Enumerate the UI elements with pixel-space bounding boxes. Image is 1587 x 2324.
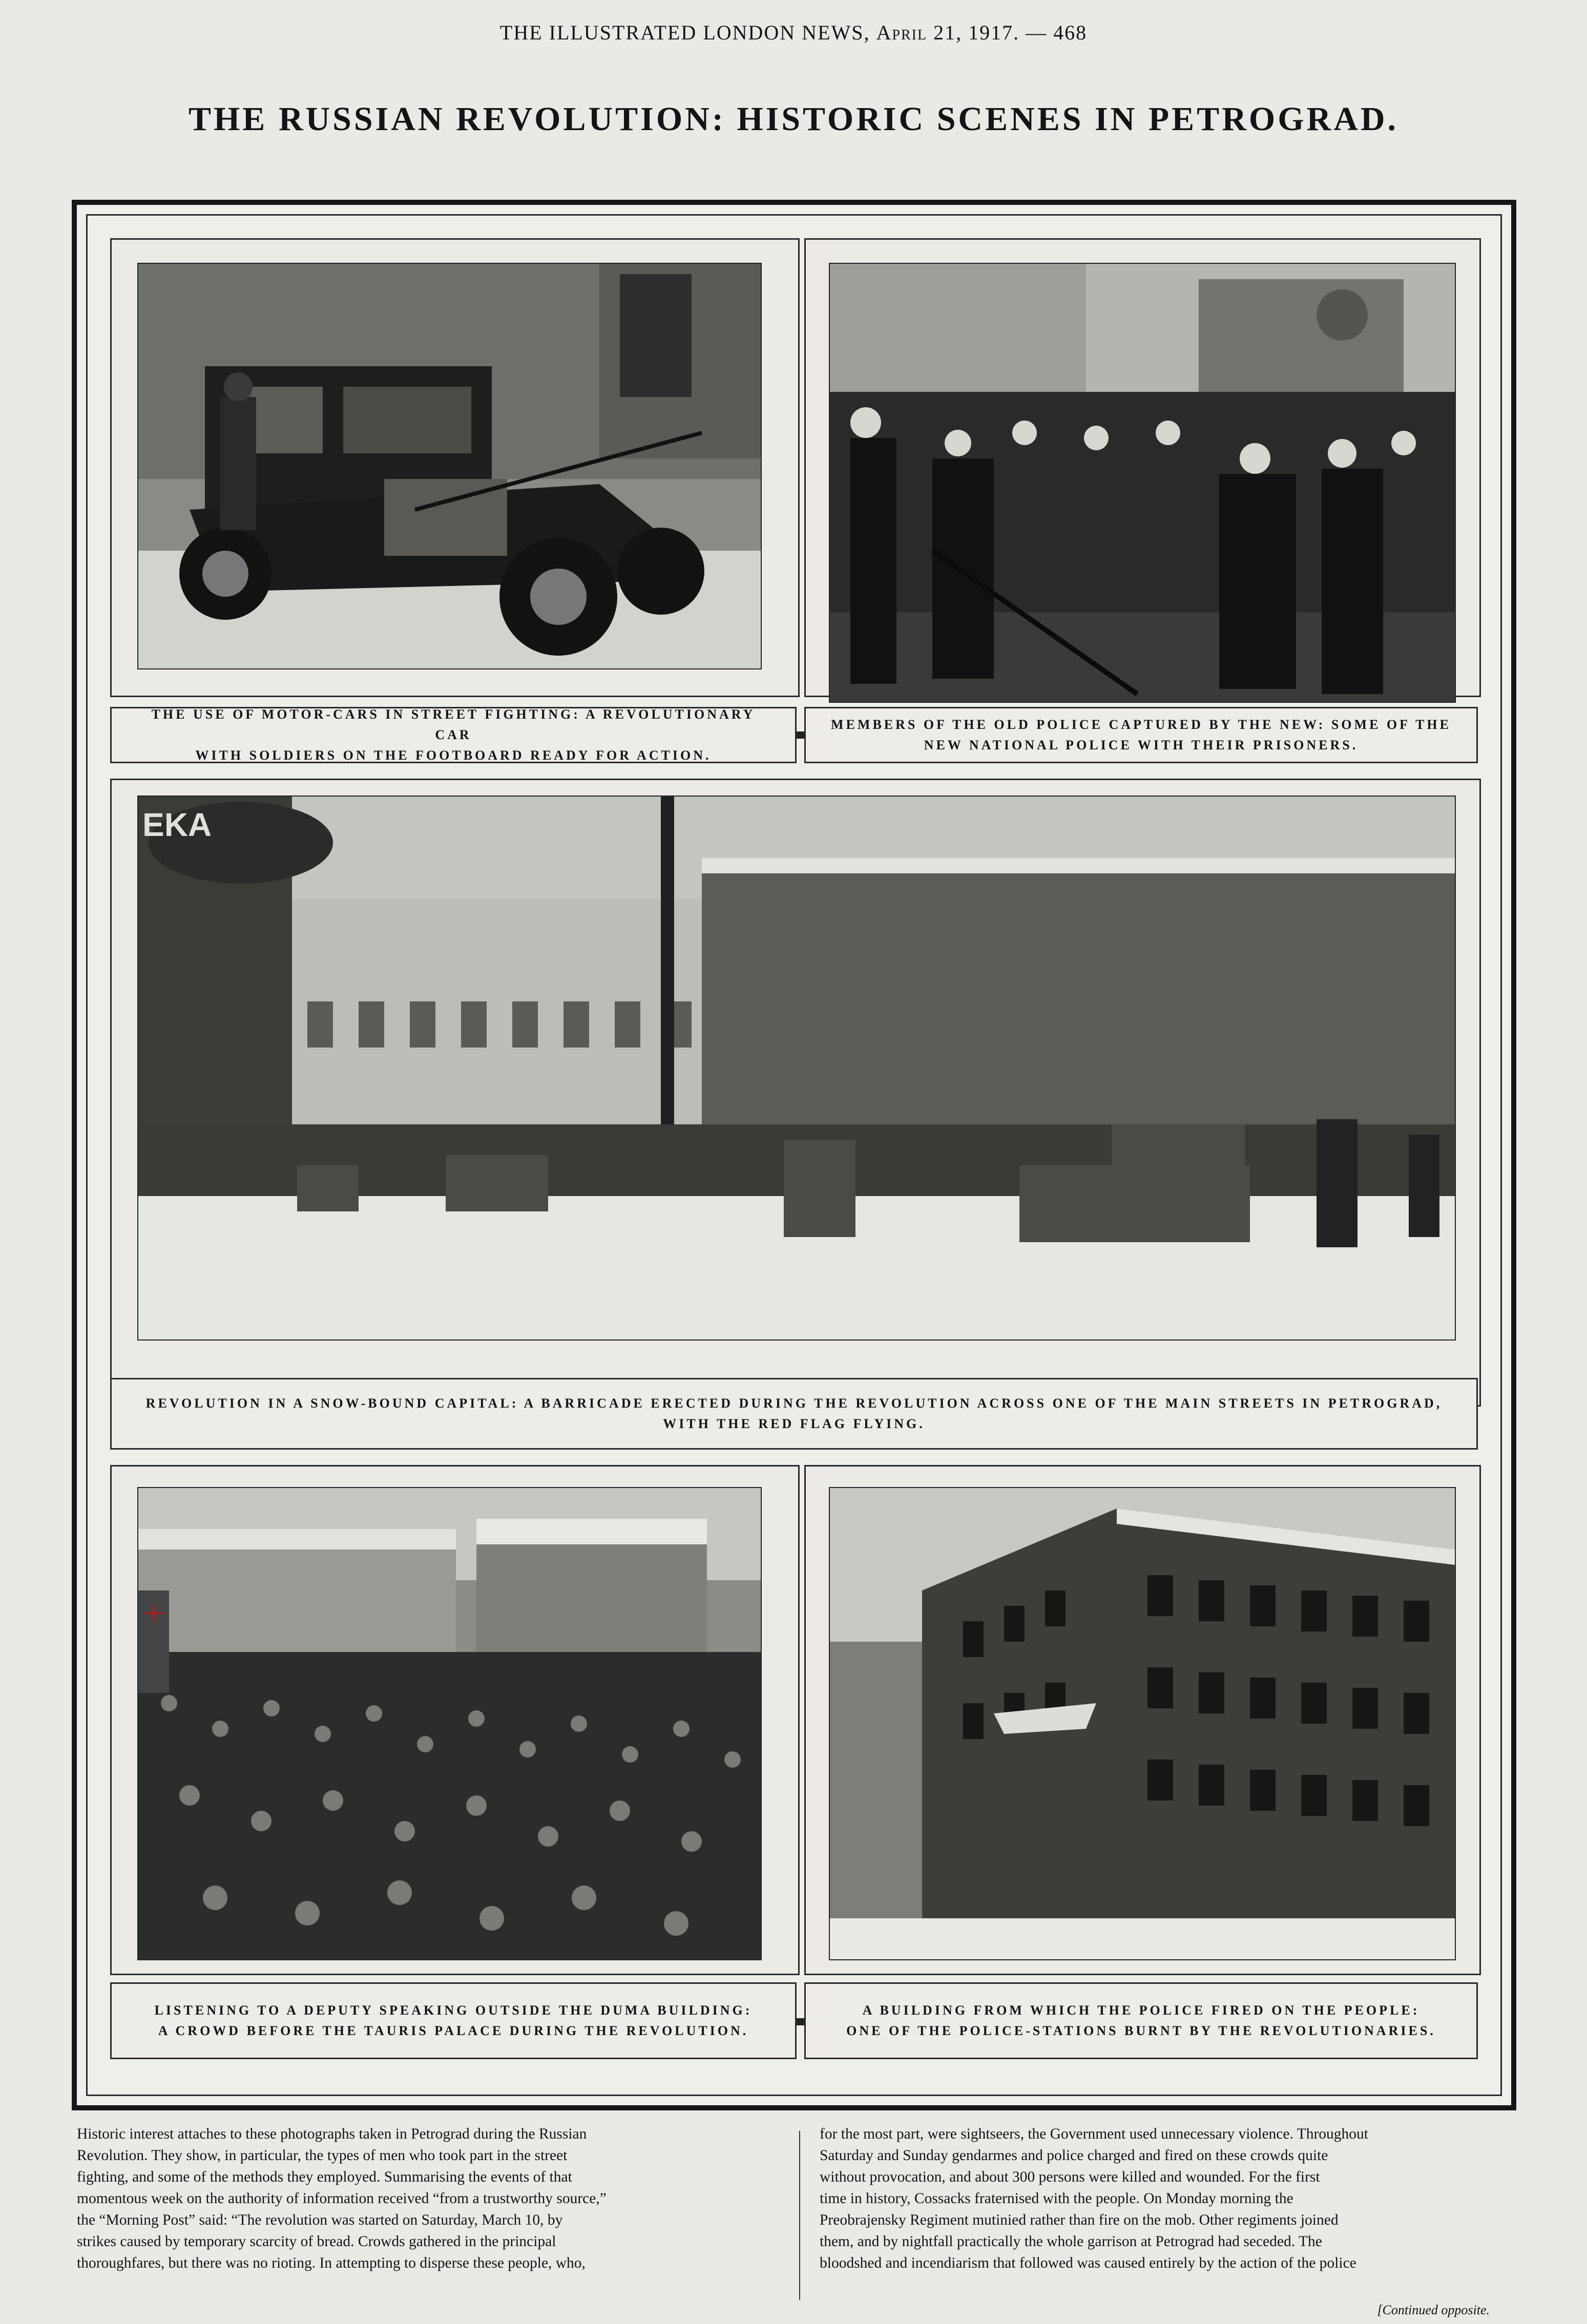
masthead-page: — 468	[1026, 21, 1088, 44]
caption-motor-car-line2: WITH SOLDIERS ON THE FOOTBOARD READY FOR ACTION.	[195, 748, 712, 763]
svg-text:+: +	[143, 1598, 165, 1627]
masthead-date: April 21, 1917.	[876, 21, 1020, 44]
caption-police-captured-line1: MEMBERS OF THE OLD POLICE CAPTURED BY THE NEW: SOME OF THE	[831, 717, 1451, 732]
article-line: momentous week on the authority of information received “from a trustworthy source,”	[77, 2190, 607, 2207]
article-column-2	[820, 2123, 1506, 2274]
shop-sign-text: EKA	[142, 806, 212, 843]
panel-duma-crowd	[110, 1465, 800, 1975]
caption-burnt-station-line1: A BUILDING FROM WHICH THE POLICE FIRED ON THE PEOPLE:	[862, 2003, 1420, 2018]
article-line: time in history, Cossacks fraternised with the people. On Monday morning the	[820, 2190, 1293, 2207]
masthead	[0, 20, 1587, 45]
caption-burnt-station-line2: ONE OF THE POLICE-STATIONS BURNT BY THE REVOLUTIONARIES.	[846, 2023, 1436, 2038]
article-line: for the most part, were sightseers, the Government used unnecessary violence. Throughout	[820, 2126, 1368, 2142]
article-line: strikes caused by temporary scarcity of bread. Crowds gathered in the principal	[77, 2233, 556, 2250]
caption-barricade-line1: REVOLUTION IN A SNOW-BOUND CAPITAL: A BARRICADE ERECTED DURING THE REVOLUTION ACROSS ONE OF THE MAIN STREETS IN PETROGRAD,	[145, 1396, 1443, 1411]
caption-duma-crowd-line2: A CROWD BEFORE THE TAURIS PALACE DURING THE REVOLUTION.	[158, 2023, 749, 2038]
caption-barricade	[110, 1378, 1478, 1450]
article-line: bloodshed and incendiarism that followed was caused entirely by the action of the police	[820, 2255, 1356, 2271]
article-column-1	[77, 2123, 784, 2274]
article-line: them, and by nightfall practically the whole garrison at Petrograd had seceded. The	[820, 2233, 1322, 2250]
panel-motor-car	[110, 238, 800, 697]
article-line: Preobrajensky Regiment mutinied rather than fire on the mob. Other regiments joined	[820, 2212, 1339, 2228]
caption-burnt-station	[804, 1982, 1478, 2059]
caption-police-captured-line2: NEW NATIONAL POLICE WITH THEIR PRISONERS.	[924, 738, 1359, 752]
photo-police-captured	[829, 263, 1456, 703]
photo-frame	[72, 200, 1516, 2110]
caption-motor-car-line1: THE USE OF MOTOR-CARS IN STREET FIGHTING: A REVOLUTIONARY CAR	[151, 707, 756, 742]
panel-burnt-station	[804, 1465, 1481, 1975]
caption-motor-car	[110, 707, 797, 763]
caption-police-captured	[804, 707, 1478, 763]
photo-duma-crowd	[137, 1487, 762, 1960]
photo-barricade	[137, 795, 1456, 1341]
caption-connector-bottom	[797, 2018, 804, 2025]
article-line: Saturday and Sunday gendarmes and police charged and fired on these crowds quite	[820, 2147, 1328, 2164]
masthead-paper: THE ILLUSTRATED LONDON NEWS,	[499, 21, 870, 44]
article-line: fighting, and some of the methods they employed. Summarising the events of that	[77, 2169, 572, 2185]
photo-burnt-station	[829, 1487, 1456, 1960]
panel-police-captured	[804, 238, 1481, 697]
caption-duma-crowd-line1: LISTENING TO A DEPUTY SPEAKING OUTSIDE THE DUMA BUILDING:	[154, 2003, 753, 2018]
caption-duma-crowd	[110, 1982, 797, 2059]
continued-note: [Continued opposite.	[1377, 2302, 1490, 2317]
panel-barricade	[110, 779, 1481, 1407]
page-headline: THE RUSSIAN REVOLUTION: HISTORIC SCENES IN PETROGRAD.	[188, 100, 1399, 138]
article-line: the “Morning Post” said: “The revolution was started on Saturday, March 10, by	[77, 2212, 563, 2228]
article-line: Revolution. They show, in particular, the types of men who took part in the street	[77, 2147, 568, 2164]
caption-barricade-line2: WITH THE RED FLAG FLYING.	[663, 1416, 925, 1431]
caption-connector	[797, 731, 804, 739]
photo-motor-car	[137, 263, 762, 669]
column-divider	[799, 2131, 800, 2300]
article-line: Historic interest attaches to these photographs taken in Petrograd during the Russian	[77, 2126, 587, 2142]
article-line: without provocation, and about 300 persons were killed and wounded. For the first	[820, 2169, 1320, 2185]
article-line: thoroughfares, but there was no rioting. In attempting to disperse these people, who,	[77, 2255, 586, 2271]
